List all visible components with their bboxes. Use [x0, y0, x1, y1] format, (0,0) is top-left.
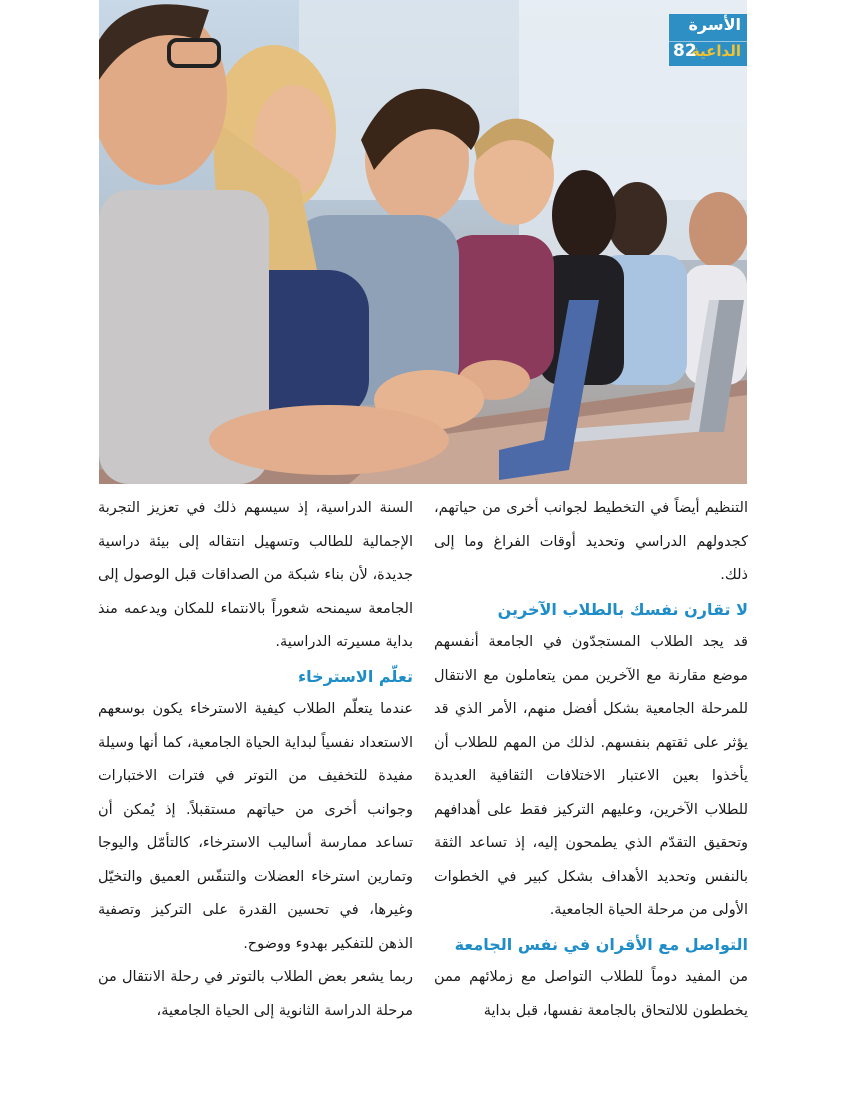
right-column [434, 492, 748, 1028]
magazine-logo: الداعية [690, 42, 741, 60]
section-title: الأسرة [688, 15, 741, 34]
paragraph: قد يجد الطلاب المستجدّون في الجامعة أنفسهم موضع مقارنة مع الآخرين ممن يتعاملون مع الانتقال للمرحلة الجامعية بشكل أفضل منهم، الأمر الذي قد يؤثر على ثقتهم بنفسهم. لذلك من المهم للطلاب أن يأخذوا بعين الاعتبار الاختلافات الثقافية العديدة للطلاب الآخرين، وعليهم التركيز فقط على أهدافهم وتحقيق التقدّم الذي يطمحون إليه، إذ تساعد الثقة بالنفس وتحديد الأهداف بشكل كبير في الخطوات الأولى من مرحلة الحياة الجامعية. [434, 634, 748, 918]
section-heading: تعلّم الاسترخاء [297, 666, 413, 686]
paragraph: عندما يتعلّم الطلاب كيفية الاسترخاء يكون بوسعهم الاستعداد نفسياً لبداية الحياة الجامعية، كما أنها وسيلة مفيدة للتخفيف من التوتر في فترات الاختبارات وجوانب أخرى من حياتهم مستقبلاً. إذ يُمكن أن تساعد ممارسة أساليب الاسترخاء، كالتأمّل واليوجا وتمارين استرخاء العضلات والتنفّس العميق والتخيّل وغيرها، في تحسين القدرة على التركيز وتصفية الذهن للتفكير بهدوء ووضوح. [98, 701, 413, 952]
section-heading: لا تقارن نفسك بالطلاب الآخرين [497, 599, 748, 619]
page-number: 82 [673, 41, 697, 61]
students-photo-icon [99, 0, 747, 484]
left-column [98, 492, 413, 1028]
hero-photo [99, 0, 747, 484]
section-heading: التواصل مع الأقران في نفس الجامعة [454, 934, 748, 954]
section-badge [669, 14, 747, 66]
paragraph: ربما يشعر بعض الطلاب بالتوتر في رحلة الانتقال من مرحلة الدراسة الثانوية إلى الحياة الجامعية، [98, 969, 413, 1019]
paragraph: السنة الدراسية، إذ سيسهم ذلك في تعزيز التجربة الإجمالية للطالب وتسهيل انتقاله إلى بيئة دراسية جديدة، لأن بناء شبكة من الصداقات قبل الوصول إلى الجامعة سيمنحه شعوراً بالانتماء للمكان ويدعمه منذ بداية مسيرته الدراسية. [98, 500, 413, 650]
paragraph: التنظيم أيضاً في التخطيط لجوانب أخرى من حياتهم، كجدولهم الدراسي وتحديد أوقات الفراغ وما إلى ذلك. [434, 500, 748, 583]
paragraph: من المفيد دوماً للطلاب التواصل مع زملائهم ممن يخططون للالتحاق بالجامعة نفسها، قبل بداية [434, 969, 748, 1019]
